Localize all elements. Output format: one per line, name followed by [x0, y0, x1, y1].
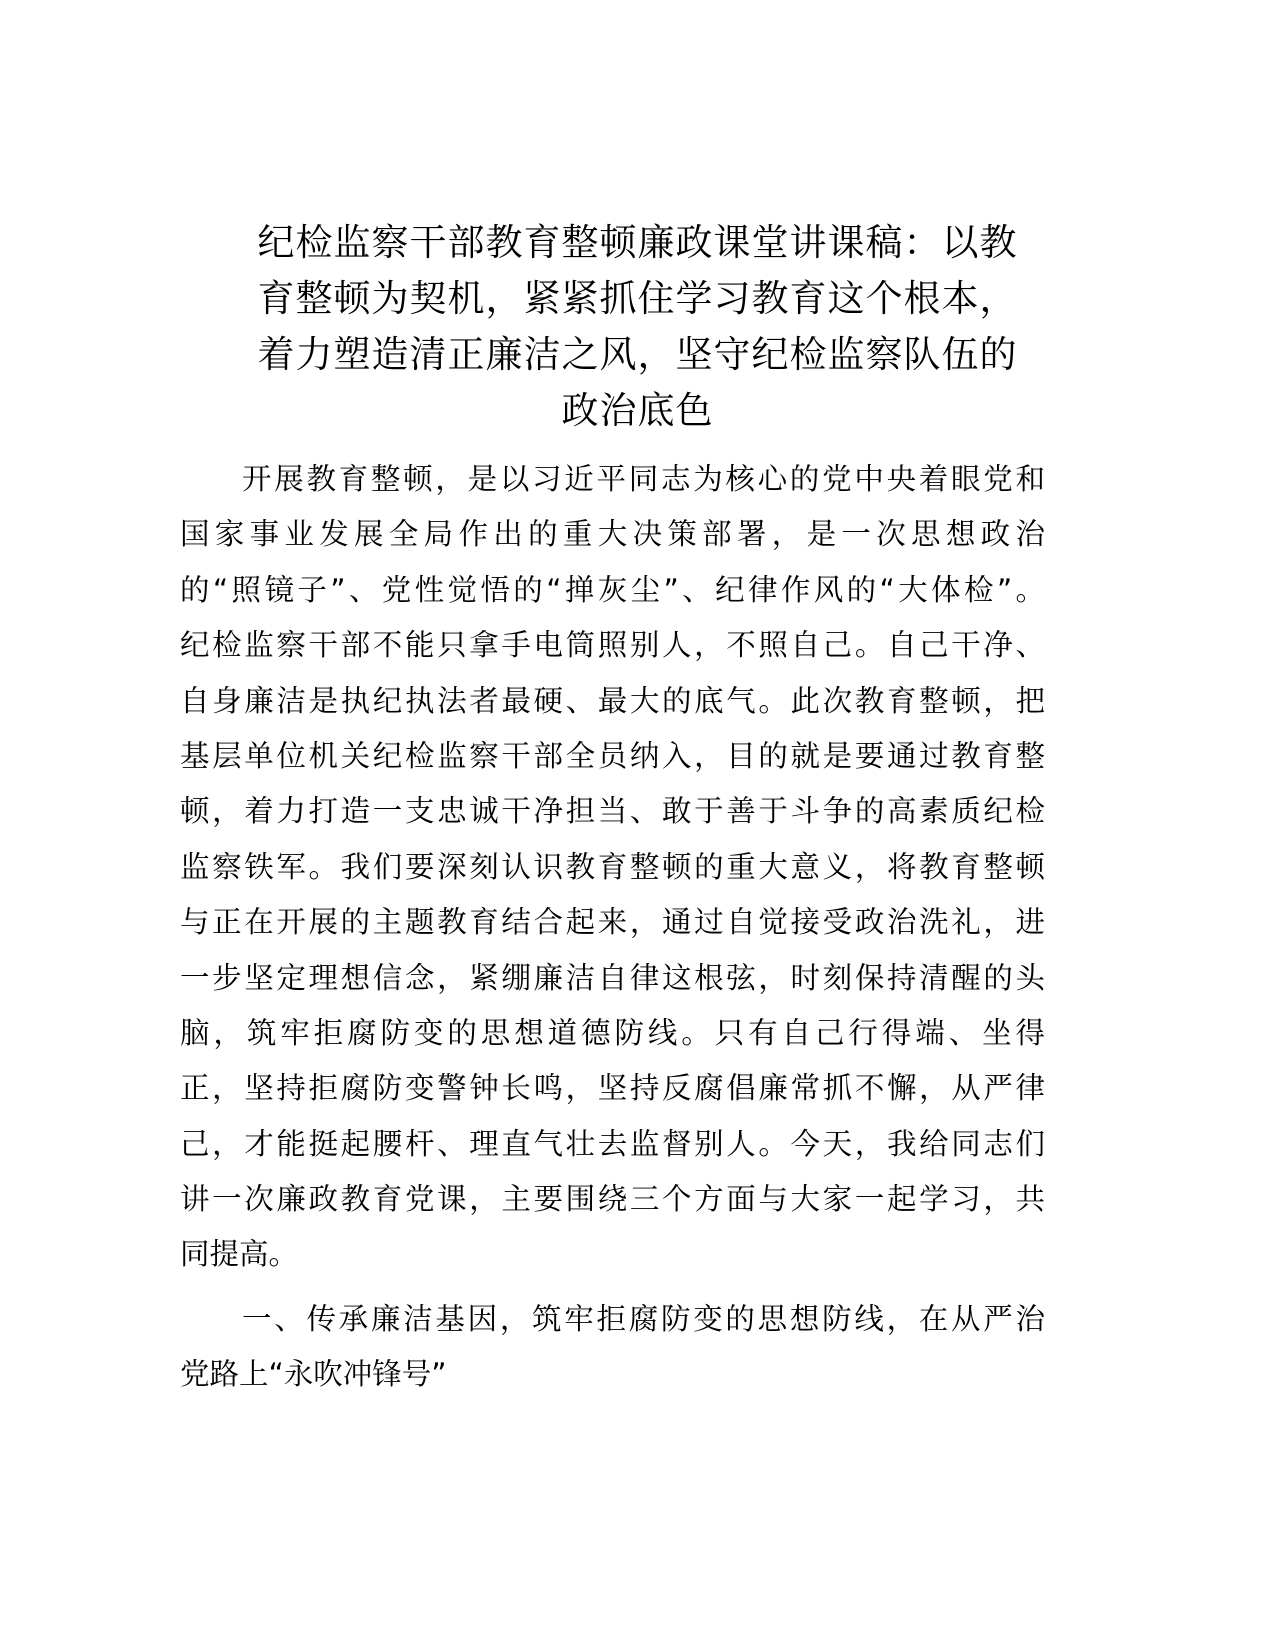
paragraph-line: 同提高。 [180, 1237, 299, 1272]
paragraph-line: 国家事业发展全局作出的重大决策部署，是一次思想政治 [180, 517, 1045, 552]
title-line: 着力塑造清正廉洁之风，坚守纪检监察队伍的 [257, 333, 1018, 376]
paragraph-line: 的“照镜子”、党性觉悟的“掸灰尘”、纪律作风的“大体检”。 [180, 572, 1045, 607]
paragraph-line: 开展教育整顿，是以习近平同志为核心的党中央着眼党和 [242, 462, 1045, 496]
title-line: 育整顿为契机，紧紧抓住学习教育这个根本， [257, 277, 1018, 320]
paragraph-line: 正，坚持拒腐防变警钟长鸣，坚持反腐倡廉常抓不懈，从严律 [180, 1071, 1045, 1106]
intro-paragraph [180, 452, 1045, 1283]
paragraph-line: 讲一次廉政教育党课，主要围绕三个方面与大家一起学习，共 [180, 1182, 1045, 1217]
paragraph-line: 顿，着力打造一支忠诚干净担当、敢于善于斗争的高素质纪检 [180, 794, 1045, 829]
paragraph-line: 己，才能挺起腰杆、理直气壮去监督别人。今天，我给同志们 [180, 1126, 1045, 1161]
document-title [180, 215, 1095, 439]
paragraph-line: 基层单位机关纪检监察干部全员纳入，目的就是要通过教育整 [180, 738, 1045, 773]
section-heading-line: 一、传承廉洁基因，筑牢拒腐防变的思想防线，在从严治 [242, 1302, 1045, 1336]
paragraph-line: 监察铁军。我们要深刻认识教育整顿的重大意义，将教育整顿 [180, 849, 1045, 884]
section-heading-1 [180, 1292, 1045, 1403]
title-line: 纪检监察干部教育整顿廉政课堂讲课稿：以教 [257, 221, 1018, 264]
title-line: 政治底色 [561, 389, 714, 432]
section-heading-line: 党路上“永吹冲锋号” [180, 1357, 447, 1392]
paragraph-line: 与正在开展的主题教育结合起来，通过自觉接受政治洗礼，进 [180, 905, 1045, 940]
paragraph-line: 自身廉洁是执纪执法者最硬、最大的底气。此次教育整顿，把 [180, 683, 1045, 718]
paragraph-line: 一步坚定理想信念，紧绷廉洁自律这根弦，时刻保持清醒的头 [180, 960, 1045, 995]
paragraph-line: 纪检监察干部不能只拿手电筒照别人，不照自己。自己干净、 [180, 628, 1045, 663]
paragraph-line: 脑，筑牢拒腐防变的思想道德防线。只有自己行得端、坐得 [180, 1015, 1045, 1050]
